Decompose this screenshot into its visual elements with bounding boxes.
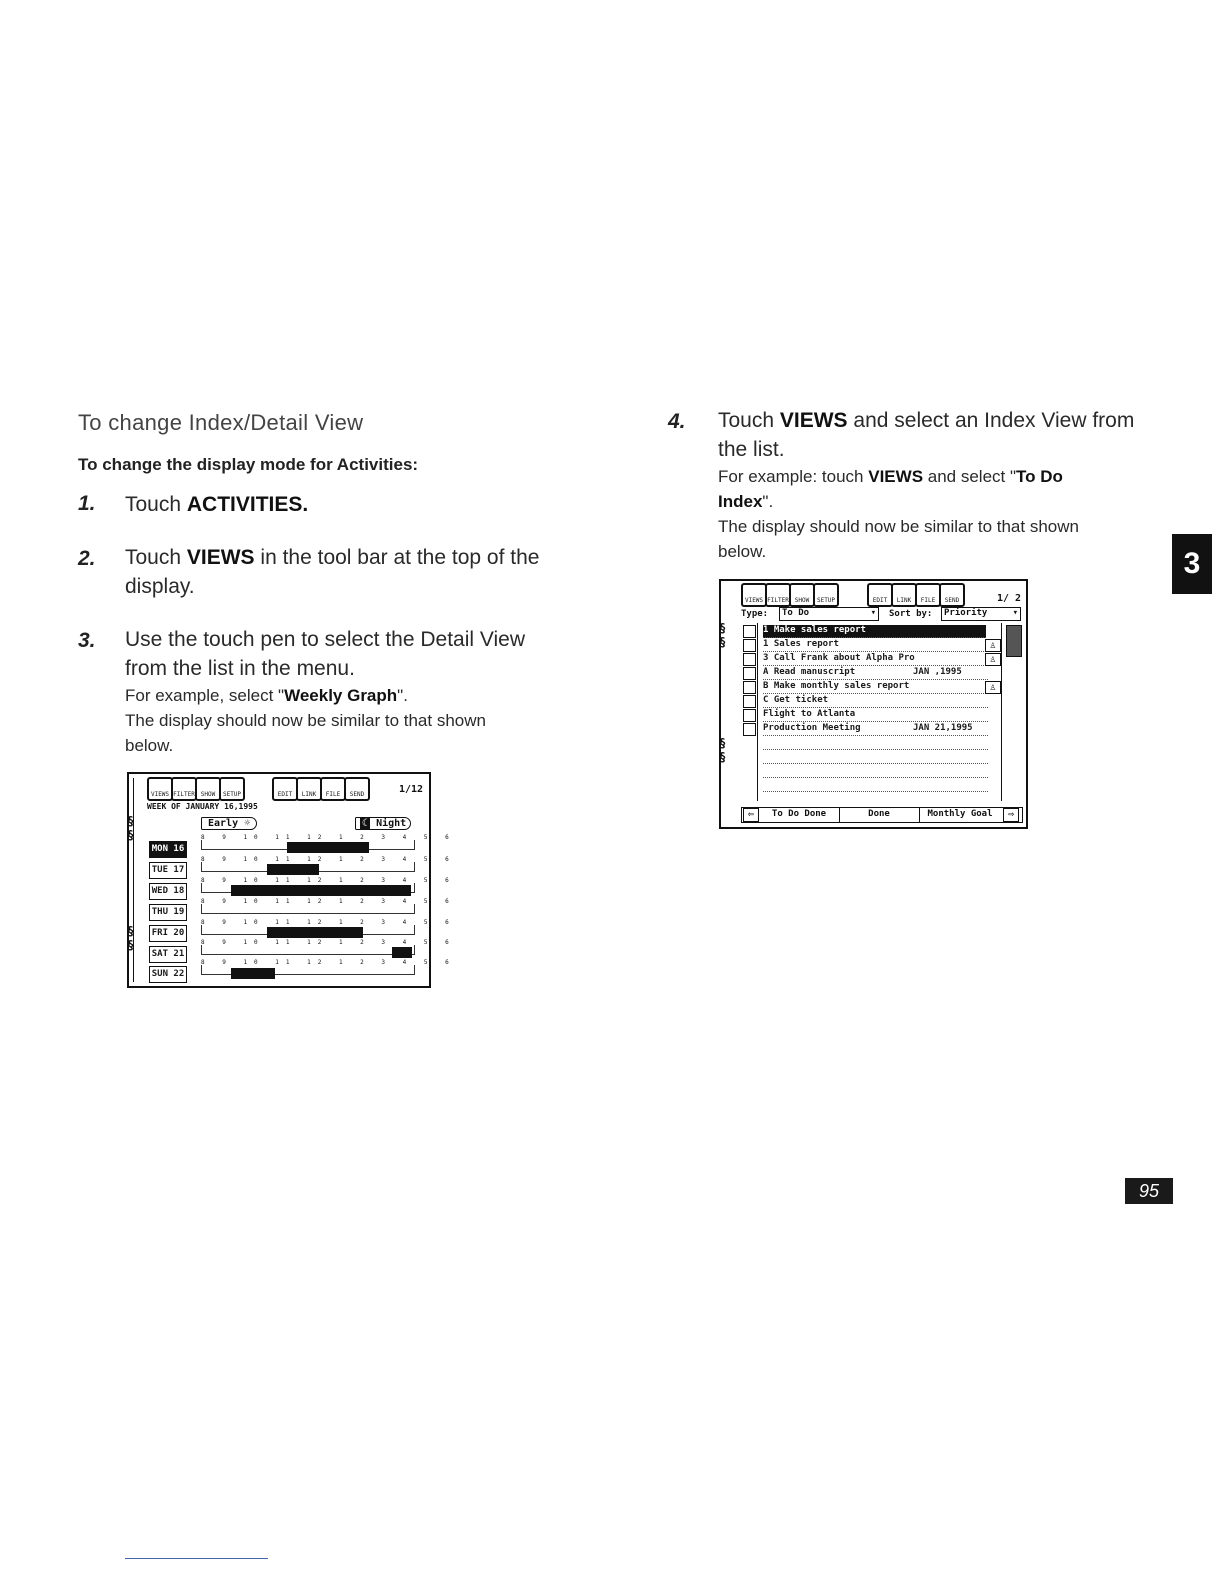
step-1-number: 1. bbox=[78, 492, 96, 515]
step-2-text: Touch VIEWS in the tool bar at the top of the display. bbox=[125, 546, 540, 598]
link-icon[interactable]: LINK bbox=[296, 777, 322, 801]
edit-icon[interactable]: EDIT bbox=[867, 583, 893, 607]
moon-icon: ☾ bbox=[362, 818, 369, 829]
day-fri[interactable]: FRI 20 bbox=[149, 925, 187, 942]
sort-label: Sort by: bbox=[889, 609, 933, 619]
step-3-example: For example, select "Weekly Graph". The display should now be similar to that shown below. bbox=[125, 686, 486, 755]
todo-row[interactable]: C Get ticket bbox=[763, 695, 988, 708]
timeline bbox=[201, 904, 415, 914]
todo-row[interactable]: 1 Sales report bbox=[763, 639, 988, 652]
edit-icon[interactable]: EDIT bbox=[272, 777, 298, 801]
binder-rings-icon: § § bbox=[719, 621, 727, 649]
sun-icon: ☼ bbox=[244, 818, 251, 829]
todo-row[interactable]: Production Meeting JAN 21,1995 bbox=[763, 723, 988, 736]
filter-icon[interactable]: FILTER bbox=[765, 583, 791, 607]
page-number: 95 bbox=[1125, 1178, 1173, 1204]
type-select[interactable]: To Do ▾ bbox=[779, 607, 879, 621]
time-ticks: 8 9 10 11 12 1 2 3 4 5 6 bbox=[201, 939, 456, 946]
todo-checkbox[interactable] bbox=[743, 723, 756, 736]
timeline bbox=[201, 945, 415, 955]
day-thu[interactable]: THU 19 bbox=[149, 904, 187, 921]
day-wed[interactable]: WED 18 bbox=[149, 883, 187, 900]
show-icon[interactable]: SHOW bbox=[789, 583, 815, 607]
done-button[interactable]: Done bbox=[868, 809, 890, 819]
todo-checkbox[interactable] bbox=[743, 639, 756, 652]
todo-row-empty bbox=[763, 751, 988, 764]
todo-done-button[interactable]: To Do Done bbox=[771, 809, 827, 819]
todo-row-empty bbox=[763, 765, 988, 778]
link-person-icon[interactable]: ♙ bbox=[985, 653, 1001, 666]
step-3-text: Use the touch pen to select the Detail View from the list in the menu. bbox=[125, 628, 526, 680]
chevron-down-icon: ▾ bbox=[1012, 608, 1018, 618]
link-icon[interactable]: LINK bbox=[891, 583, 917, 607]
time-ticks: 8 9 10 11 12 1 2 3 4 5 6 bbox=[201, 959, 456, 966]
views-icon[interactable]: VIEWS bbox=[147, 777, 173, 801]
setup-icon[interactable]: SETUP bbox=[219, 777, 245, 801]
time-ticks: 8 9 10 11 12 1 2 3 4 5 6 bbox=[201, 898, 456, 905]
todo-checkbox[interactable] bbox=[743, 681, 756, 694]
type-label: Type: bbox=[741, 609, 769, 619]
night-button[interactable]: ☾ Night bbox=[355, 817, 411, 830]
day-mon[interactable]: MON 16 bbox=[149, 841, 187, 858]
send-icon[interactable]: SEND bbox=[344, 777, 370, 801]
todo-checkbox[interactable] bbox=[743, 695, 756, 708]
filter-icon[interactable]: FILTER bbox=[171, 777, 197, 801]
activity-bar bbox=[231, 968, 275, 979]
activity-bar bbox=[267, 927, 363, 938]
chapter-tab: 3 bbox=[1172, 534, 1212, 594]
time-ticks: 8 9 10 11 12 1 2 3 4 5 6 bbox=[201, 856, 456, 863]
next-arrow-icon[interactable]: ⇨ bbox=[1003, 808, 1019, 822]
sort-select[interactable]: Priority ▾ bbox=[941, 607, 1021, 621]
link-person-icon[interactable]: ♙ bbox=[985, 639, 1001, 652]
activity-bar bbox=[267, 864, 319, 875]
scroll-tab-icon[interactable] bbox=[1006, 625, 1022, 657]
prev-arrow-icon[interactable]: ⇦ bbox=[743, 808, 759, 822]
send-icon[interactable]: SEND bbox=[939, 583, 965, 607]
footer-rule bbox=[125, 1558, 268, 1559]
todo-checkbox[interactable] bbox=[743, 653, 756, 666]
activity-bar bbox=[392, 947, 412, 958]
todo-row[interactable]: B Make monthly sales report bbox=[763, 681, 988, 694]
file-icon[interactable]: FILE bbox=[915, 583, 941, 607]
activity-bar bbox=[231, 885, 411, 896]
todo-index-screenshot bbox=[719, 579, 1028, 829]
week-label: WEEK OF JANUARY 16,1995 bbox=[147, 802, 258, 811]
todo-checkbox[interactable] bbox=[743, 709, 756, 722]
link-person-icon[interactable]: ♙ bbox=[985, 681, 1001, 694]
step-4-text: Touch VIEWS and select an Index View from the list. bbox=[718, 409, 1135, 461]
todo-row[interactable]: 3 Call Frank about Alpha Pro bbox=[763, 653, 988, 666]
weekly-graph-screenshot bbox=[127, 772, 456, 988]
time-ticks: 8 9 10 11 12 1 2 3 4 5 6 bbox=[201, 834, 456, 841]
section-title: To change Index/Detail View bbox=[78, 410, 364, 435]
binder-rings-icon: § § bbox=[127, 924, 135, 952]
todo-row[interactable]: A Read manuscript JAN ,1995 bbox=[763, 667, 988, 680]
show-icon[interactable]: SHOW bbox=[195, 777, 221, 801]
step-3-number: 3. bbox=[78, 629, 96, 652]
time-ticks: 8 9 10 11 12 1 2 3 4 5 6 bbox=[201, 877, 456, 884]
page-indicator: 1/ 2 bbox=[997, 593, 1022, 604]
setup-icon[interactable]: SETUP bbox=[813, 583, 839, 607]
page-indicator: 1/12 bbox=[399, 784, 424, 795]
todo-row-selected[interactable]: 1 Make sales report bbox=[763, 625, 986, 638]
chevron-down-icon: ▾ bbox=[870, 608, 876, 618]
early-button[interactable]: Early ☼ bbox=[201, 817, 257, 830]
day-sun[interactable]: SUN 22 bbox=[149, 966, 187, 983]
todo-row-empty bbox=[763, 737, 988, 750]
file-icon[interactable]: FILE bbox=[320, 777, 346, 801]
day-sat[interactable]: SAT 21 bbox=[149, 946, 187, 963]
step-4-number: 4. bbox=[668, 410, 686, 433]
time-ticks: 8 9 10 11 12 1 2 3 4 5 6 bbox=[201, 919, 456, 926]
step-4-example: For example: touch VIEWS and select "To Do Index". The display should now be similar to that shown below. bbox=[718, 467, 1079, 561]
day-tue[interactable]: TUE 17 bbox=[149, 862, 187, 879]
todo-checkbox[interactable] bbox=[743, 625, 756, 638]
subheading: To change the display mode for Activities: bbox=[78, 455, 419, 474]
monthly-goal-button[interactable]: Monthly Goal bbox=[927, 809, 993, 819]
todo-row-empty bbox=[763, 779, 988, 792]
step-2-number: 2. bbox=[78, 547, 96, 570]
binder-rings-icon: § § bbox=[719, 736, 727, 764]
todo-checkbox[interactable] bbox=[743, 667, 756, 680]
step-1-text: Touch ACTIVITIES. bbox=[125, 493, 309, 516]
todo-row[interactable]: Flight to Atlanta bbox=[763, 709, 988, 722]
binder-rings-icon: § § bbox=[127, 814, 135, 842]
views-icon[interactable]: VIEWS bbox=[741, 583, 767, 607]
activity-bar bbox=[287, 842, 369, 853]
